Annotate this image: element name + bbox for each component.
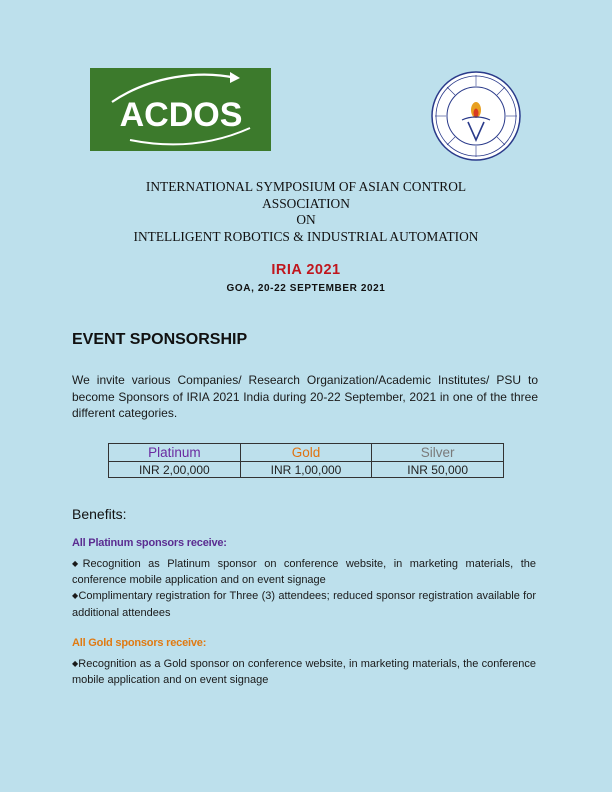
title-line: ASSOCIATION bbox=[262, 195, 350, 211]
tier-price-silver: INR 50,000 bbox=[372, 462, 504, 478]
gold-benefits-label: All Gold sponsors receive: bbox=[72, 637, 207, 649]
platinum-benefits-list bbox=[72, 556, 536, 621]
title-line: INTERNATIONAL SYMPOSIUM OF ASIAN CONTROL bbox=[145, 179, 467, 194]
benefit-text: Complimentary registration for Three (3) attendees; reduced sponsor registration available for additional attendees bbox=[72, 590, 536, 619]
tier-price-row bbox=[109, 462, 504, 478]
tier-name-silver: Silver bbox=[372, 444, 504, 462]
title-line: INTELLIGENT ROBOTICS & INDUSTRIAL AUTOMATION bbox=[133, 228, 479, 244]
event-venue-date: GOA, 20-22 SEPTEMBER 2021 bbox=[226, 283, 386, 294]
list-item bbox=[72, 588, 536, 620]
diamond-bullet-icon: ◆ bbox=[72, 659, 79, 668]
list-item bbox=[72, 556, 536, 588]
acdos-logo-graphic bbox=[90, 68, 271, 151]
benefit-text: Recognition as a Gold sponsor on conference website, in marketing materials, the conference mobile application and on event signage bbox=[72, 658, 537, 687]
sponsorship-tiers-table bbox=[108, 443, 504, 478]
list-item bbox=[72, 656, 536, 688]
gold-benefits-list bbox=[72, 656, 536, 688]
event-name: IRIA 2021 bbox=[271, 262, 341, 278]
tier-name-platinum: Platinum bbox=[109, 444, 241, 462]
benefit-text: Recognition as Platinum sponsor on conference website, in marketing materials, the conference mobile application and on event signage bbox=[72, 558, 537, 587]
tier-name-gold: Gold bbox=[240, 444, 372, 462]
tier-price-gold: INR 1,00,000 bbox=[240, 462, 372, 478]
diamond-bullet-icon: ◆ bbox=[72, 559, 83, 568]
symposium-title bbox=[60, 179, 552, 245]
tier-name-row bbox=[109, 444, 504, 462]
platinum-benefits-label: All Platinum sponsors receive: bbox=[72, 537, 227, 549]
benefits-heading: Benefits: bbox=[72, 506, 127, 522]
tier-price-platinum: INR 2,00,000 bbox=[109, 462, 241, 478]
acdos-logo-text: ACDOS bbox=[119, 96, 243, 134]
institute-seal-icon bbox=[430, 70, 522, 162]
intro-paragraph: We invite various Companies/ Research Organization/Academic Institutes/ PSU to become Sponsors of IRIA 2021 India during 20-22 September, 2021 in one of the three different categories. bbox=[72, 373, 538, 420]
title-line: ON bbox=[296, 212, 316, 227]
section-heading: EVENT SPONSORSHIP bbox=[72, 331, 248, 348]
diamond-bullet-icon: ◆ bbox=[72, 591, 79, 601]
acdos-logo bbox=[90, 68, 271, 151]
